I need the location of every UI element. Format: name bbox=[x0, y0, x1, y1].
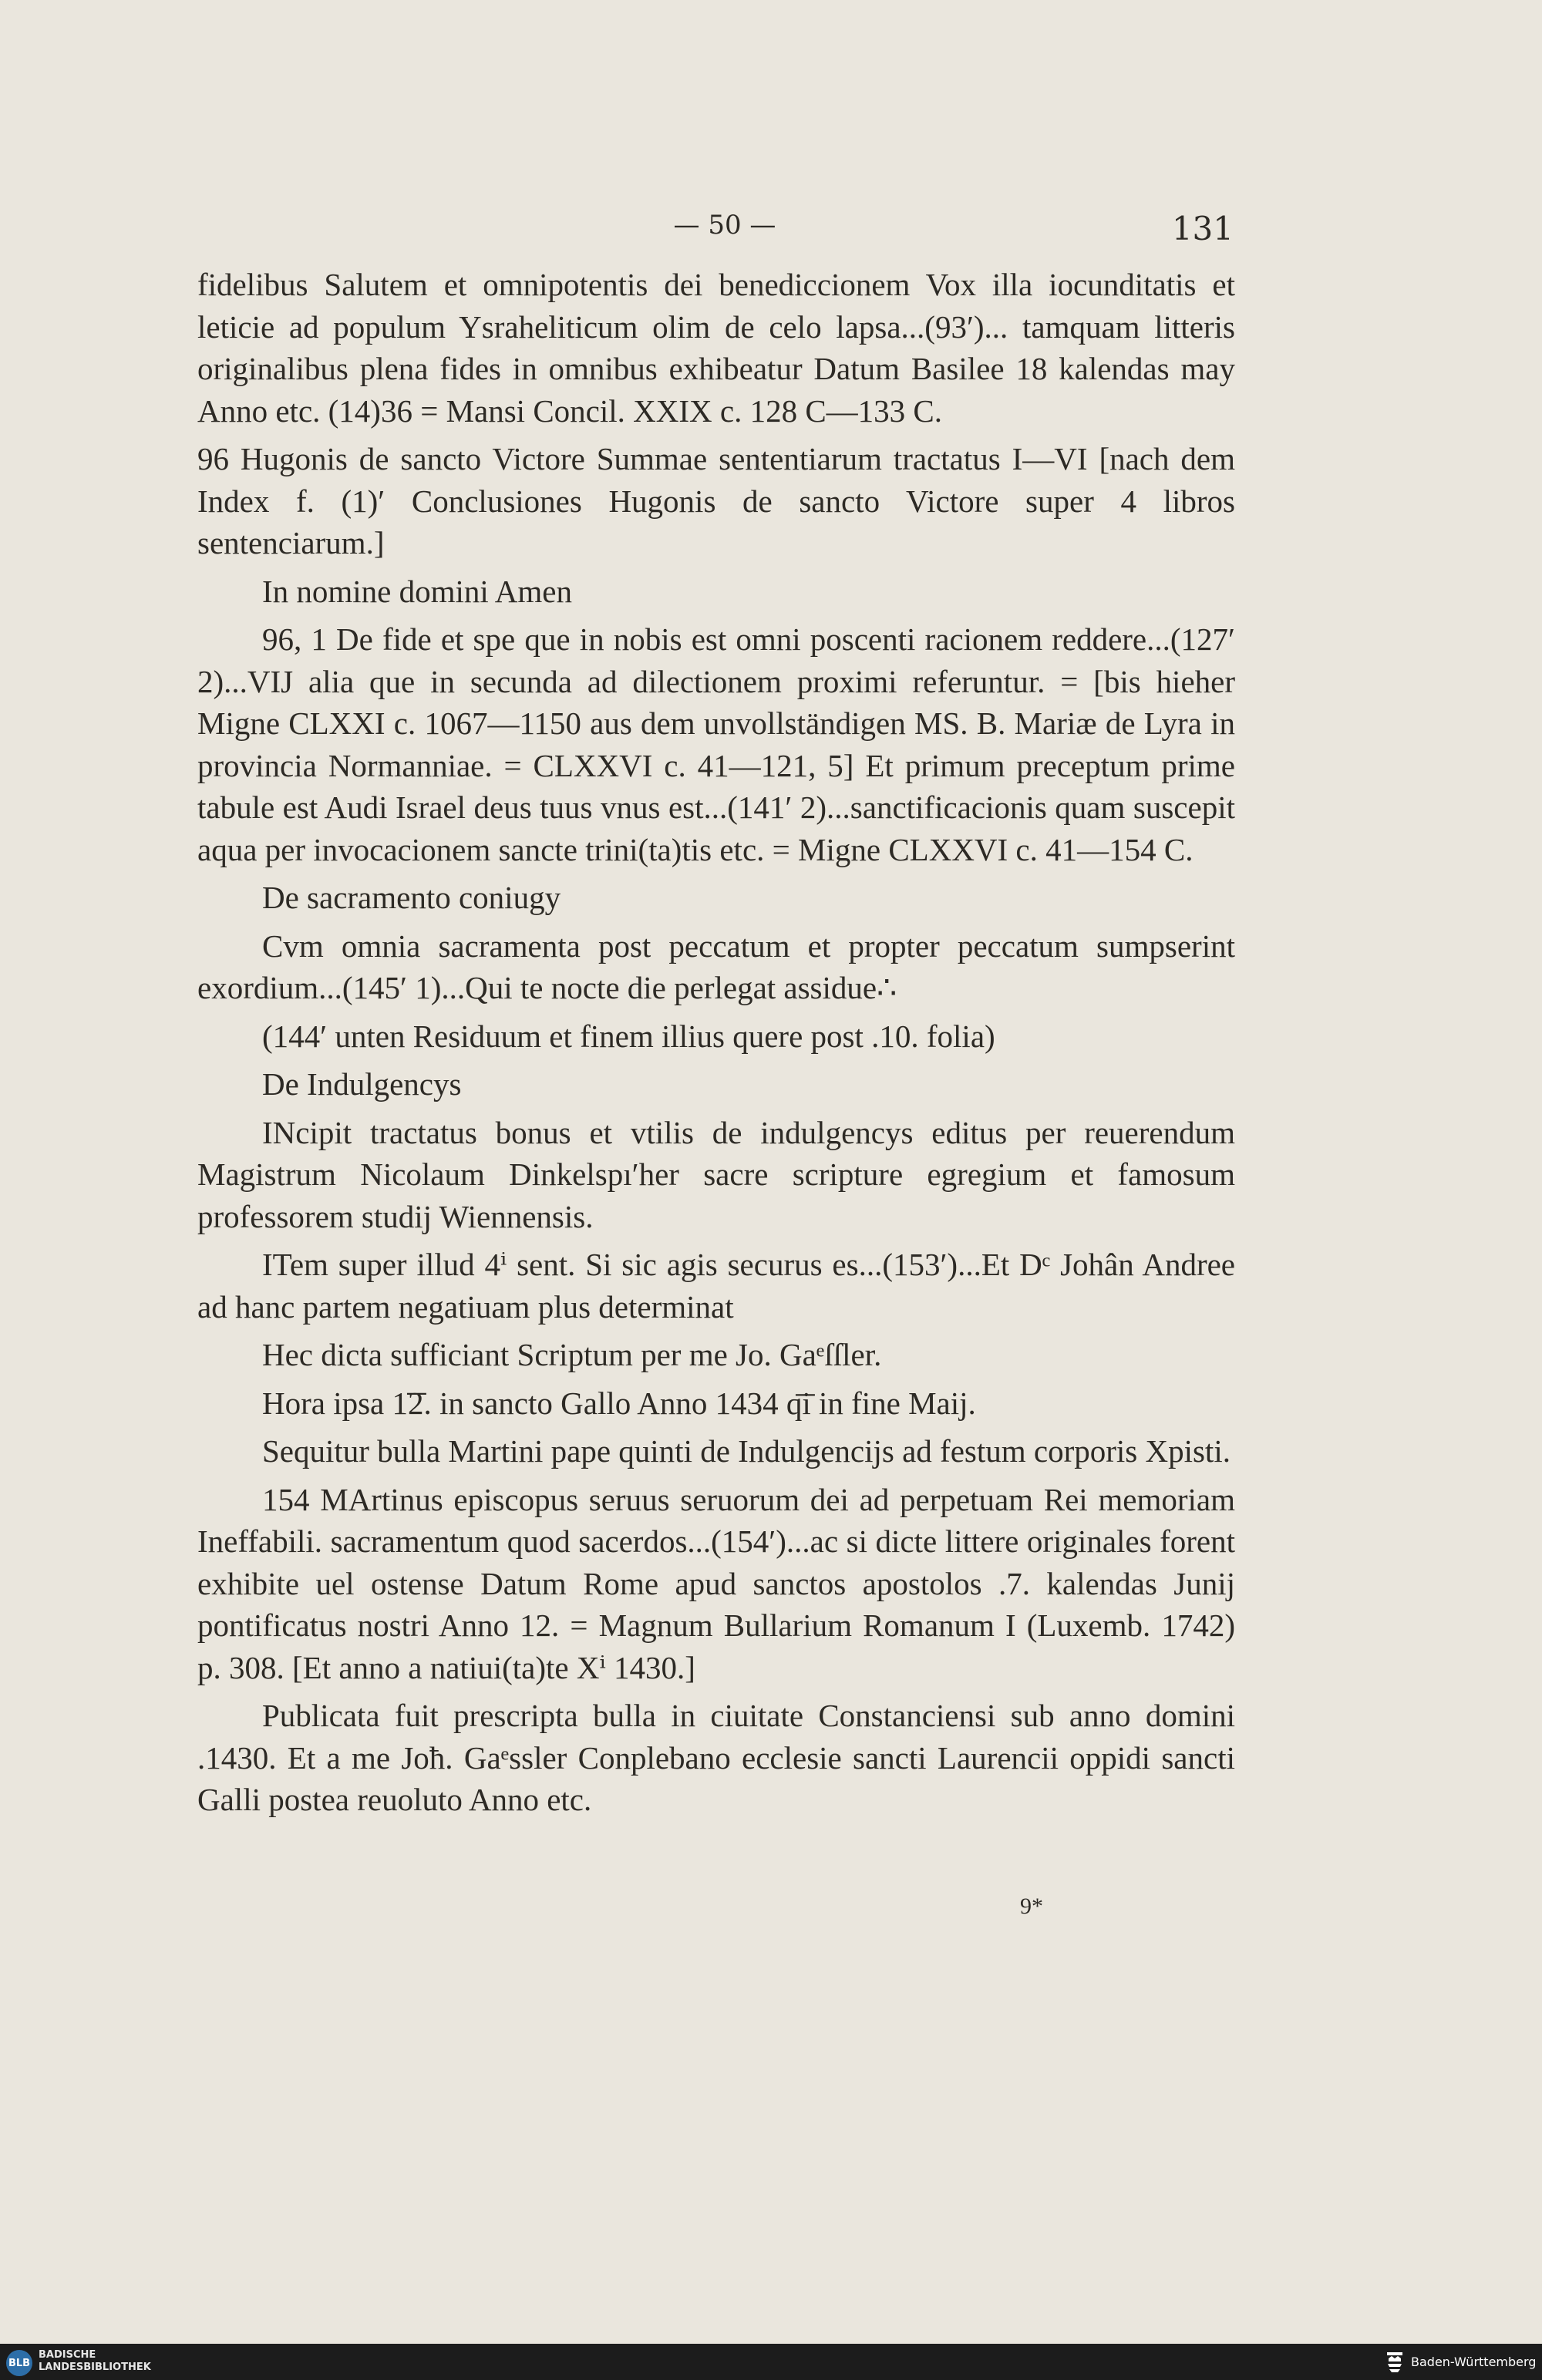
paragraph: In nomine domini Amen bbox=[262, 573, 572, 609]
page-number-right: 131 bbox=[1171, 210, 1234, 247]
paragraph: 96, 1 De fide et spe que in nobis est omni poscenti racionem reddere...(127′ 2)...VIJ alia que in secunda ad dilectionem proximi referuntur. = [bis hieher Migne CLXXI c. 1067—1150 aus dem unvollständigen MS. B. Mariæ de Lyra in provincia Normanniae. = CLXXVI c. 41—121, 5] Et primum preceptum prime tabule est Audi Israel deus tuus vnus est...(141′ 2)...sanctificacionis quam suscepit aqua per invocacionem sancte trini(ta)tis etc. = Migne CLXXVI c. 41—154 C. bbox=[197, 621, 1235, 867]
paragraph: 154 MArtinus episcopus seruus seruorum dei ad perpetuam Rei memoriam Ineffabili. sacramentum quod sacerdos...(154′)...ac si dicte littere originales forent exhibite uel ostense Datum Rome apud sanctos apostolos .7. kalendas Junij pontificatus nostri Anno 12. = Magnum Bullarium Romanum I (Luxemb. 1742) p. 308. [Et anno a natiui(ta)te Xⁱ 1430.] bbox=[197, 1481, 1235, 1685]
paragraph: Hec dicta sufficiant Scriptum per me Jo. Gaᵉſſler. bbox=[262, 1337, 882, 1372]
paragraph: Sequitur bulla Martini pape quinti de Indulgencijs ad festum corporis Xpisti. bbox=[262, 1433, 1231, 1469]
footer-bar bbox=[0, 2344, 1542, 2380]
paragraph: Cvm omnia sacramenta post peccatum et propter peccatum sumpserint exordium...(145′ 1)...Qui te nocte die perlegat assidue∴ bbox=[197, 927, 1235, 1005]
paragraph: 96 Hugonis de sancto Victore Summae sententiarum tractatus I—VI [nach dem Index f. (1)′ Conclusiones Hugonis de sancto Victore super 4 libros sentenciarum.] bbox=[197, 441, 1235, 560]
paragraph: Hora ipsa 1͞2. in sancto Gallo Anno 1434 q͞i in fine Maij. bbox=[262, 1385, 976, 1421]
paragraph: (144′ unten Residuum et finem illius quere post .10. folia) bbox=[262, 1018, 995, 1054]
signature-mark: 9* bbox=[1020, 1894, 1043, 1919]
paragraph: Publicata fuit prescripta bulla in ciuitate Constanciensi sub anno domini .1430. Et a me Joħ. Gaᵉssler Conplebano ecclesie sancti Laurencii oppidi sancti Galli postea reuoluto Anno etc. bbox=[197, 1698, 1235, 1817]
baden-wuerttemberg-logo-icon[interactable] bbox=[1385, 2351, 1405, 2374]
paragraph: fidelibus Salutem et omnipotentis dei benediccionem Vox illa iocunditatis et leticie ad populum Ysraheliticum olim de celo lapsa...(93′)... tamquam litteris originalibus plena fides in omnibus exhibeatur Datum Basilee 18 kalendas may Anno etc. (14)36 = Mansi Concil. XXIX c. 128 C—133 C. bbox=[197, 267, 1235, 429]
page-body bbox=[197, 264, 1235, 1827]
paragraph: De Indulgencys bbox=[262, 1066, 462, 1102]
paragraph: ITem super illud 4ⁱ sent. Si sic agis securus es...(153′)...Et Dᶜ Johân Andree ad hanc partem negatiuam plus determinat bbox=[197, 1247, 1235, 1325]
paragraph: De sacramento coniugy bbox=[262, 880, 561, 915]
state-name: Baden-Württemberg bbox=[1411, 2355, 1537, 2369]
library-name: BADISCHE LANDESBIBLIOTHEK bbox=[39, 2349, 151, 2373]
page-number-center: — 50 — bbox=[673, 210, 776, 241]
paragraph: INcipit tractatus bonus et vtilis de indulgencys editus per reuerendum Magistrum Nicolaum Dinkelspı′her sacre scripture egregium et famosum professorem studij Wiennensis. bbox=[197, 1114, 1235, 1234]
blb-logo-icon[interactable]: BLB bbox=[6, 2350, 32, 2376]
